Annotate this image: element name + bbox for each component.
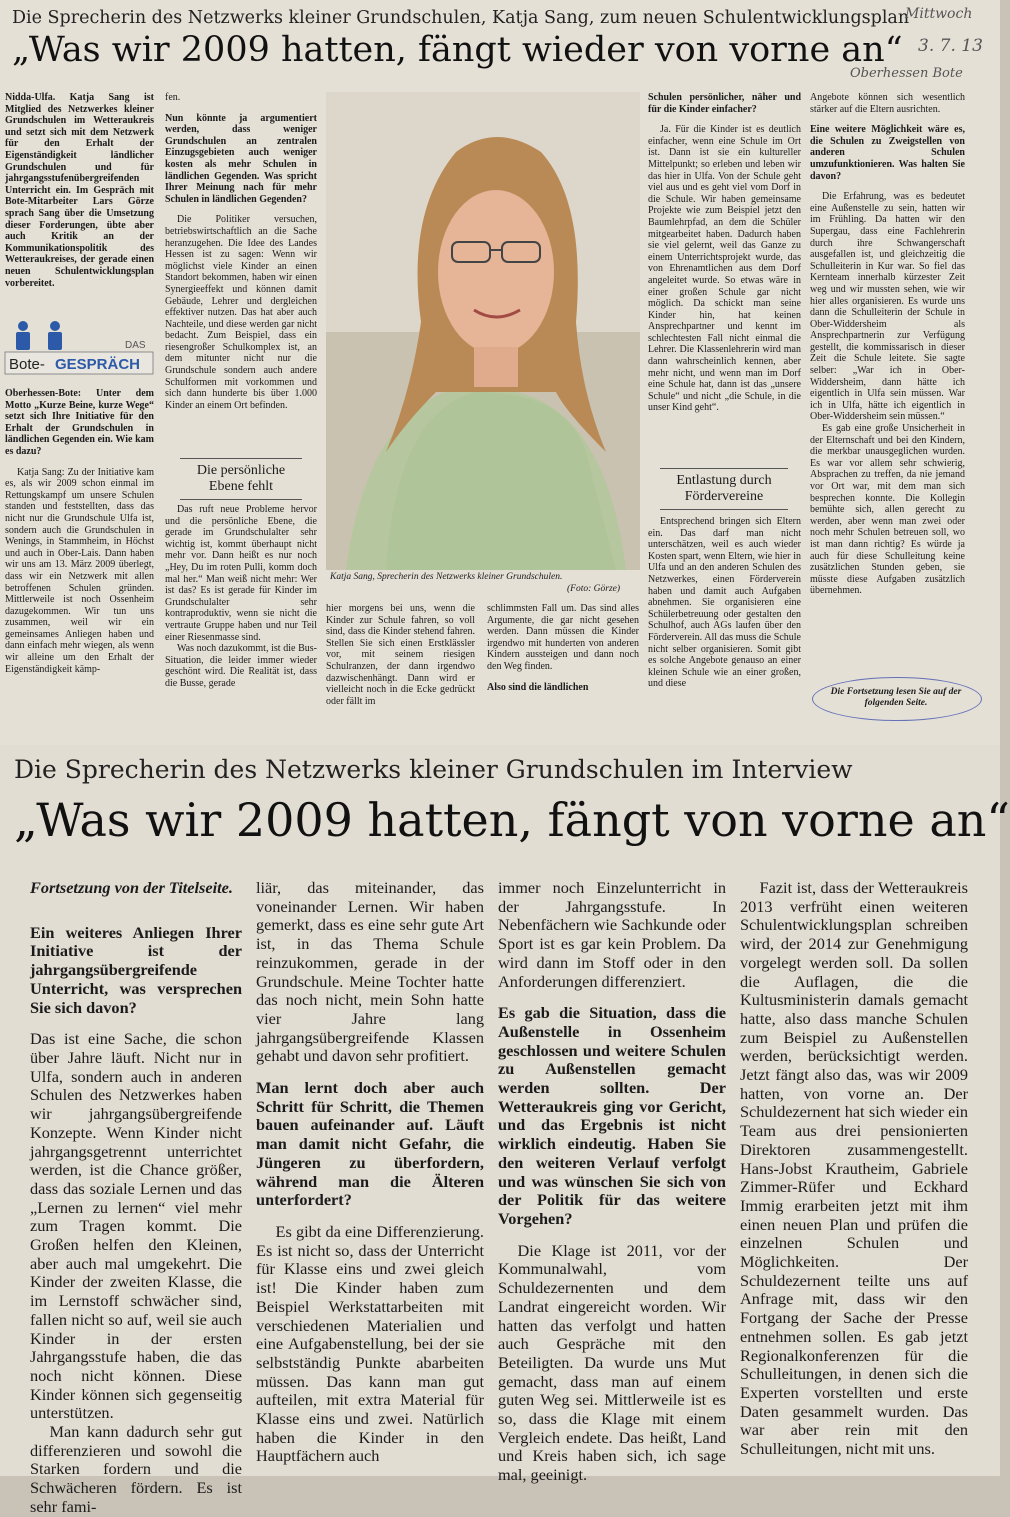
top-column-4: [487, 603, 639, 719]
question-paragraph: Ein weiteres Anliegen Ihrer Initiative ist der jahrgangsübergreifende Unterricht, was versprechen Sie sich davon?: [30, 922, 242, 1017]
photo-caption: Katja Sang, Sprecherin des Netzwerks kleiner Grundschulen.: [330, 572, 563, 582]
body-paragraph: Es gab eine große Unsicherheit in der Elternschaft und bei den Kindern, die merkbar unausgeglichen wurden. Es war vor allem sehr schwierig, Absprachen zu treffen, da nie jemand vor Ort war, mit dem man sich besprechen konnte. Die Kollegin bemühte sich, allen gerecht zu werden, aber wenn man zwei oder noch mehr Schulen betreuen soll, wo ist man dann richtig? Es würde ja auch für diese Schulleitung keine zusätzlichen Stunden geben, sie müsste diese Aufgaben zusätzlich übernehmen.: [810, 423, 965, 597]
top-headline: „Was wir 2009 hatten, fängt wieder von vorne an“: [12, 30, 903, 70]
body-paragraph: Katja Sang: Zu der Initiative kam es, als wir 2009 schon einmal im Rettungskampf um unsere Schulen standen und feststellten, dass das nicht nur die Grundschule Ulfa ist, sondern auch die Grundschulen in Wenings, in Stammheim, in Höchst und auch in Ober-Lais. Dann haben wir uns am 13. März 2009 überlegt, dass wir ein Netzwerk mit allen betroffenen Schulen gründen. Mittlerweile ist noch Ossenheim dazugekommen. Wir tun uns zusammen, weil wir ein gemeinsames Anliegen haben und dann einfach mehr wiegen, als wenn wir alleine um den Erhalt der Eigenständigkeit kämp-: [5, 466, 154, 675]
top-kicker: Die Sprecherin des Netzwerks kleiner Grundschulen, Katja Sang, zum neuen Schulentwicklungsplan: [12, 8, 910, 28]
handwritten-source: Oberhessen Bote: [850, 66, 963, 81]
body-paragraph: Das ist eine Sache, die schon über Jahre läuft. Nicht nur in Ulfa, sondern auch in anderen Schulen des Netzwerkes haben wir jahrgangsübergreifende Konzepte. Wenn Kinder nicht jahrgangsgetrennt unterrichtet werden, ist die Chance größer, dass das soziale Lernen und das „Lernen zu lernen“ viel mehr zum Tragen kommt. Die Großen helfen den Kleinen, aber auch mal umgekehrt. Die Kinder der zweiten Klasse, die im Lernstoff schwächer sind, fallen nicht so auf, weil sie auch Kinder in der ersten Jahrgangsstufe haben, die das noch nicht können. Diese Kinder können sich gegenseitig unterstützen.: [30, 1029, 242, 1423]
top-subhead-1: Die persönliche Ebene fehlt: [180, 458, 302, 500]
question-paragraph: Nun könnte ja argumentiert werden, dass weniger Grundschulen an zentralen Einzugsgebieten auch weniger kosten als mehr Schulen in ländlichen Gegenden. Was spricht Ihrer Meinung nach für mehr Schulen in ländlichen Gegenden?: [165, 112, 317, 205]
top-column-6: [810, 92, 965, 677]
photo-credit: (Foto: Görze): [567, 584, 621, 594]
body-paragraph: Das ruft neue Probleme hervor und die persönliche Ebene, die gerade im Grundschulalter sehr wichtig ist, kommt überhaupt nicht mehr vor. Dann heißt es nur noch „Hey, Du im roten Pulli, komm doch mal her.“ Man weiß nicht mehr: Wer ist das? Es ist gerade für Kinder im Grundschulalter sehr kontraproduktiv, wenn sie nicht die vertraute Gruppe haben und nur Teil einer Riesenmasse sind.: [165, 504, 317, 643]
continued-note: Die Fortsetzung lesen Sie auf der folgenden Seite.: [830, 687, 962, 708]
body-paragraph: immer noch Einzelunterricht in der Jahrgangsstufe. In Nebenfächern wie Sachkunde oder Sport ist es gar kein Problem. Da wird dann im Stoff oder in den Anforderungen differenziert.: [498, 878, 726, 991]
body-paragraph: Ja. Für die Kinder ist es deutlich einfacher, wenn eine Schule im Ort ist. Dann ist sie ein kultureller Mittelpunkt; so erleben und leben wir das hier in Ulfa. Von der Schule geht viel aus und es geht viel vom Dorf in die Schule. Wir haben gemeinsame Projekte wie zum Beispiel jetzt den Baumlehrpfad, an dem die Schüler mitgearbeitet haben. Dadurch haben sie viel gelernt, weil das Ganze zu einem Unterrichtsprojekt wurde, das von Ehrenamtlichen aus dem Dorf angeleitet wurde. So etwas wäre in einer großen Schule gar nicht möglich. Da schickt man seine Kinder hin, hat keinen Ansprechpartner und kennt im schlechtesten Fall nicht einmal die Lehrer. Die Klassenlehrerin wird man dann wahrscheinlich kennen, aber mehr nicht, und wenn man im Dorf eine Schule hat, dann ist das „unsere Schule“ und nicht „die Schule, in die unser Kind geht“.: [648, 124, 801, 414]
body-paragraph: Es gibt da eine Differenzierung. Es ist nicht so, dass der Unterricht für Klasse eins und zwei gleich ist! Die Kinder haben zum Beispiel Werkstattarbeiten mit verschiedenen Materialien und eine Aufgabenstellung, bei der sie selbstständig Punkte abarbeiten müssen. Das kann man gut aufteilen, mit extra Material für Klasse eins und zwei. Natürlich haben die Kinder in den Hauptfächern auch: [256, 1222, 484, 1466]
body-paragraph: Angebote können sich wesentlich stärker auf die Eltern ausrichten.: [810, 92, 965, 115]
body-paragraph: Die Erfahrung, was es bedeutet eine Außenstelle zu sein, hatten wir im Frühling. Da hatten wir den Supergau, dass eine Fachlehrerin durch ihre Schwangerschaft ausgefallen ist, und gleichzeitig die Schulleiterin in Kur war. So fiel das Kernteam innerhalb kürzester Zeit weg und wir mussten sehen, wie wir hier alles organisieren. Es wurde uns dann die Schulleiterin der Schule in Ober-Widdersheim als Ansprechpartnerin zur Verfügung gestellt, die kommissarisch in dieser Zeit die Schule leitete. Sie sagte selber: „War ich in Ober-Widdersheim, dann hätte ich eigentlich in Ulfa sein müssen. War ich in Ulfa, hätte ich eigentlich in Ober-Widdersheim sein müssen.“: [810, 191, 965, 423]
logo-das: DAS: [125, 340, 146, 351]
body-paragraph: Fazit ist, dass der Wetteraukreis 2013 verfrüht einen weiteren Schulentwicklungsplan schreiben wird, der 2014 zur Genehmigung vorgelegt werden soll. Da sollen die Auflagen, die die Kultusministerin damals gemacht hatte, also dass manche Schulen zum Beispiel zu Außenstellen werden, berücksichtigt werden. Jetzt fängt also das, was wir 2009 hatten, von vorne an. Der Schuldezernent hat sich wieder ein Team aus drei pensionierten Direktoren zusammengestellt. Hans-Jobst Krautheim, Gabriele Zimmer-Rüfer und Eckhard Immig erarbeiten jetzt mit ihm einen neuen Plan und prüfen die einzelnen Schulen und Möglichkeiten. Der Schuldezernent teilte uns auf Anfrage mit, dass wir den Fortgang der Sache der Presse entnehmen sollen. Es gab jetzt Regionalkonferenzen für die Schulleitungen, in denen sich die Experten vorstellten und erste Daten gesammelt wurden. Das war aber rein mit den Schulleitungen, nicht mit uns.: [740, 878, 968, 1459]
bottom-headline: „Was wir 2009 hatten, fängt von vorne an“: [14, 793, 1010, 847]
body-paragraph: hier morgens bei uns, wenn die Kinder zur Schule fahren, so voll sind, dass die Kinder stehend fahren. Stellen Sie sich einen Erstklässler vor, mit seinem riesigen Schulranzen, der dann irgendwo dazwischenhängt. Dann wird er vielleicht noch in die Ecke gedrückt oder fällt im: [326, 603, 475, 707]
handwritten-date: 3. 7. 13: [918, 36, 983, 56]
handwritten-weekday: Mittwoch: [905, 6, 973, 22]
body-paragraph: Fortsetzung von der Titelseite.: [30, 878, 233, 897]
question-paragraph: Oberhessen-Bote: Unter dem Motto „Kurze Beine, kurze Wege“ setzt sich Ihre Initiative für den Erhalt der Grundschulen in ländlichen Gegenden ein. Wie kam es dazu?: [5, 388, 154, 457]
top-column-2: [165, 92, 317, 452]
bottom-column-2: [256, 879, 484, 1474]
logo-bote: Bote-: [9, 356, 45, 373]
body-paragraph: schlimmsten Fall um. Das sind alles Argumente, die gar nicht gesehen werden. Dann müssen die Kinder irgendwo mit hunderten von anderen Kindern aussteigen und dann noch den Weg finden.: [487, 603, 639, 672]
question-paragraph: Nidda-Ulfa. Katja Sang ist Mitglied des Netzwerkes kleiner Grundschulen im Wetteraukreis und setzt sich mit dem Netzwerk für den Erhalt der Eigenständigkeit ländlicher Grundschulen und für jahrgangsstufenübergreifenden Unterricht ein. Im Gespräch mit Bote-Mitarbeiter Lars Görze sprach Sang über die Umsetzung dieser Forderungen, übte aber auch Kritik an der Kommunikationspolitik des Wetteraukreises, der gerade einen neuen Schulentwicklungsplan vorbereitet.: [5, 92, 154, 289]
top-column-3: [326, 603, 475, 719]
top-column-1b: [5, 388, 154, 718]
top-intro-column: [5, 92, 154, 312]
bottom-column-3: [498, 878, 726, 1485]
bote-gespraech-logo: [5, 318, 153, 374]
top-column-5: [648, 92, 801, 462]
bottom-article: [0, 745, 1010, 1516]
top-subhead-2: Entlastung durch Fördervereine: [660, 468, 788, 510]
body-paragraph: Die Politiker versuchen, betriebswirtschaftlich an die Sache heranzugehen. Die Idee des Landes Hessen ist zu sagen: Wenn wir möglichst viele Kinder an einen Standort bekommen, haben wir einen Synergieeffekt und können damit Gebäude, Lehrer und dergleichen effektiver nutzen. Das hat aber auch Nachteile, und diese werden gar nicht bedacht. Zum Beispiel, dass ein riesengroßer Schulkomplex ist, an dem mitunter nicht nur die Grundschule sondern auch andere Schulformen mit vorkommen und sich dann hunderte bis über 1.000 Kinder an einem Ort befinden.: [165, 214, 317, 411]
question-paragraph: Es gab die Situation, dass die Außenstelle in Ossenheim geschlossen und weitere Schulen zu Außenstellen gemacht werden sollten. Der Wetteraukreis ging vor Gericht, und das Ergebnis ist nicht wirklich eindeutig. Haben Sie den weiteren Verlauf verfolgt und was wünschen Sie sich von der Politik für das weitere Vorgehen?: [498, 1003, 726, 1228]
portrait-photo: [326, 92, 640, 570]
bottom-column-1: [30, 878, 242, 1516]
body-paragraph: Die Klage ist 2011, vor der Kommunalwahl, vom Schuldezernenten und dem Landrat eingereicht worden. Wir hatten das verfolgt und hatten auch Gespräche mit den Beteiligten. Da wurde uns Mut gemacht, dass man auf einem guten Weg sei. Mittlerweile ist es so, dass die Klage mit einem Vergleich endete. Das heißt, Land und Kreis haben sich, ich sage mal, geeinigt.: [498, 1240, 726, 1485]
bottom-kicker: Die Sprecherin des Netzwerks kleiner Grundschulen im Interview: [14, 755, 853, 784]
question-paragraph: Schulen persönlicher, näher und für die Kinder einfacher?: [648, 92, 801, 115]
body-paragraph: fen.: [165, 92, 181, 103]
question-paragraph: Also sind die ländlichen: [487, 681, 589, 693]
body-paragraph: Was noch dazukommt, ist die Bus-Situation, die leider immer wieder geschönt wird. Die Realität ist, dass die Busse, gerade: [165, 643, 317, 689]
body-paragraph: liär, das miteinander, das voneinander Lernen. Wir haben gemerkt, dass es eine sehr gute Art ist, in das Thema Schule reinzukommen, gerade in der Grundschule. Meine Tochter hatte das noch nicht, mein Sohn hatte vier Jahre lang jahrgangsübergreifende Klassen gehabt und davon sehr profitiert.: [256, 878, 484, 1066]
logo-gespraech: GESPRÄCH: [55, 356, 141, 373]
top-column-5b: [648, 516, 801, 718]
question-paragraph: Eine weitere Möglichkeit wäre es, die Schulen zu Zweigstellen von anderen Schulen umzufunktionieren. Was halten Sie davon?: [810, 124, 965, 182]
top-article: [0, 0, 1000, 745]
body-paragraph: Entsprechend bringen sich Eltern ein. Das darf man nicht unterschätzen, weil es auch wieder Kosten spart, wenn Eltern, wie hier in Ulfa und an den anderen Schulen des Netzwerkes, einen Förderverein haben und damit auch Aufgaben abnehmen. Sie organisieren eine Schülerbetreuung oder gestalten den Schulhof, auch AGs laufen über den Förderverein. All das muss die Schule nicht selber organisieren. Somit gibt es solche Angebote genauso an einer kleinen Schule wie an einer großen, und diese: [648, 516, 801, 690]
body-paragraph: Man kann dadurch sehr gut differenzieren und sowohl die Starken fordern und die Schwächeren fördern. Es ist sehr fami-: [30, 1422, 242, 1516]
top-column-2b: [165, 504, 317, 716]
bottom-column-4: [740, 879, 968, 1474]
question-paragraph: Man lernt doch aber auch Schritt für Schritt, die Themen bauen aufeinander auf. Läuft man damit nicht Gefahr, die Jüngeren zu überfordern, während man die Älteren unterfordert?: [256, 1078, 484, 1210]
